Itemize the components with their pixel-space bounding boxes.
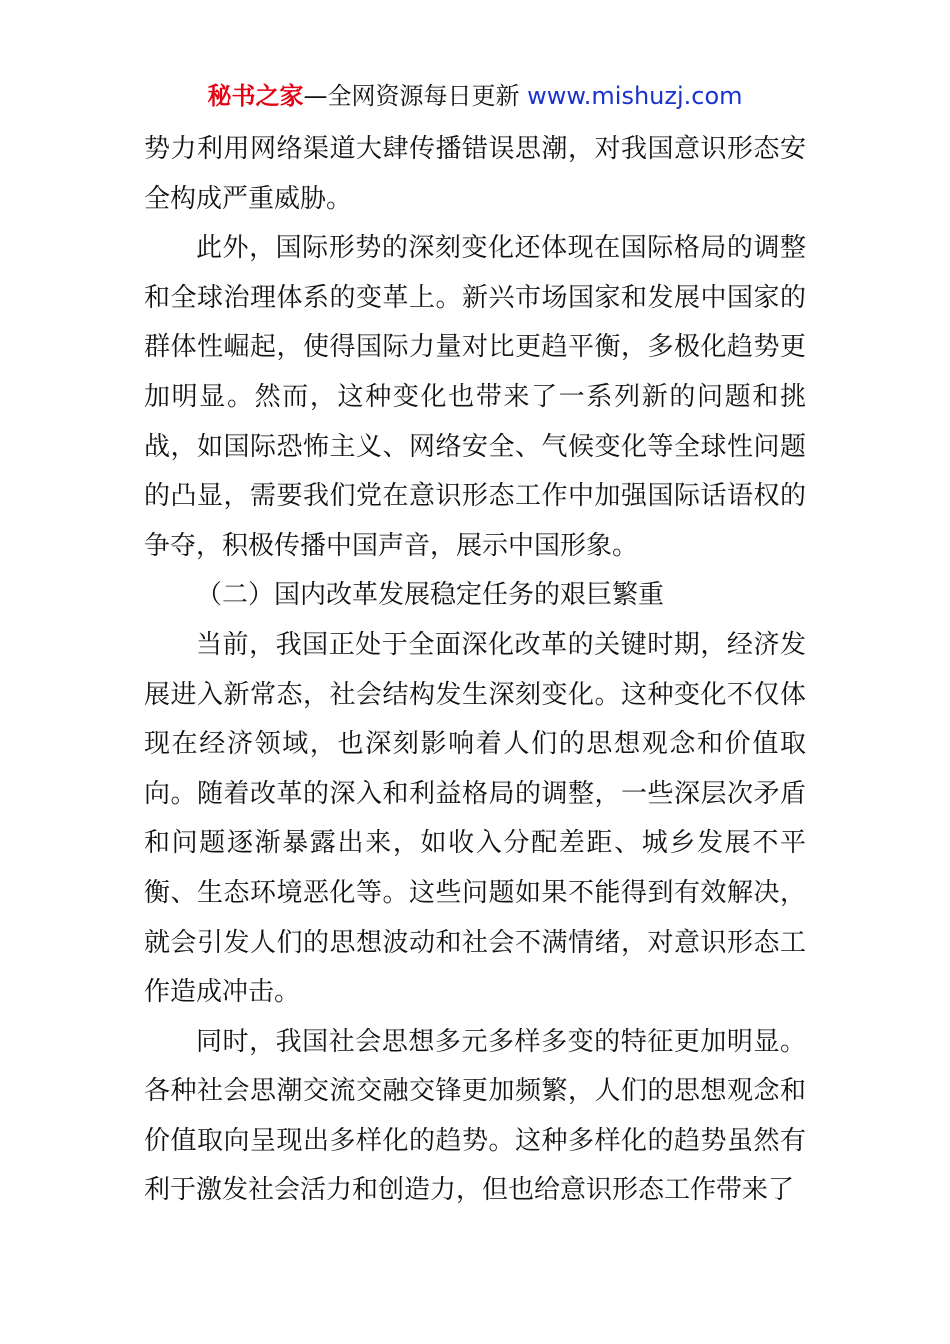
paragraph: 此外，国际形势的深刻变化还体现在国际格局的调整和全球治理体系的变革上。新兴市场国家和发展中国家的群体性崛起，使得国际力量对比更趋平衡，多极化趋势更加明显。然而，这种变化也带来了一系列新的问题和挑战，如国际恐怖主义、网络安全、气候变化等全球性问题的凸显，需要我们党在意识形态工作中加强国际话语权的争夺，积极传播中国声音，展示中国形象。 (144, 233, 806, 561)
paragraph: 同时，我国社会思想多元多样多变的特征更加明显。各种社会思潮交流交融交锋更加频繁，人们的思想观念和价值取向呈现出多样化的趋势。这种多样化的趋势虽然有利于激发社会活力和创造力，但也给意识形态工作带来了 (144, 1026, 806, 1206)
document-body (144, 125, 806, 1216)
header-url-link[interactable]: www.mishuzj.com (527, 82, 743, 110)
paragraph-continued: 势力利用网络渠道大肆传播错误思潮，对我国意识形态安全构成严重威胁。 (144, 134, 806, 214)
section-heading: （二）国内改革发展稳定任务的艰巨繁重 (196, 580, 665, 611)
paragraph: 当前，我国正处于全面深化改革的关键时期，经济发展进入新常态，社会结构发生深刻变化。这种变化不仅体现在经济领域，也深刻影响着人们的思想观念和价值取向。随着改革的深入和利益格局的调整，一些深层次矛盾和问题逐渐暴露出来，如收入分配差距、城乡发展不平衡、生态环境恶化等。这些问题如果不能得到有效解决，就会引发人们的思想波动和社会不满情绪，对意识形态工作造成冲击。 (144, 629, 806, 1008)
page-header (0, 80, 950, 112)
header-brand: 秘书之家 (207, 82, 304, 110)
header-tagline: —全网资源每日更新 (303, 82, 520, 110)
